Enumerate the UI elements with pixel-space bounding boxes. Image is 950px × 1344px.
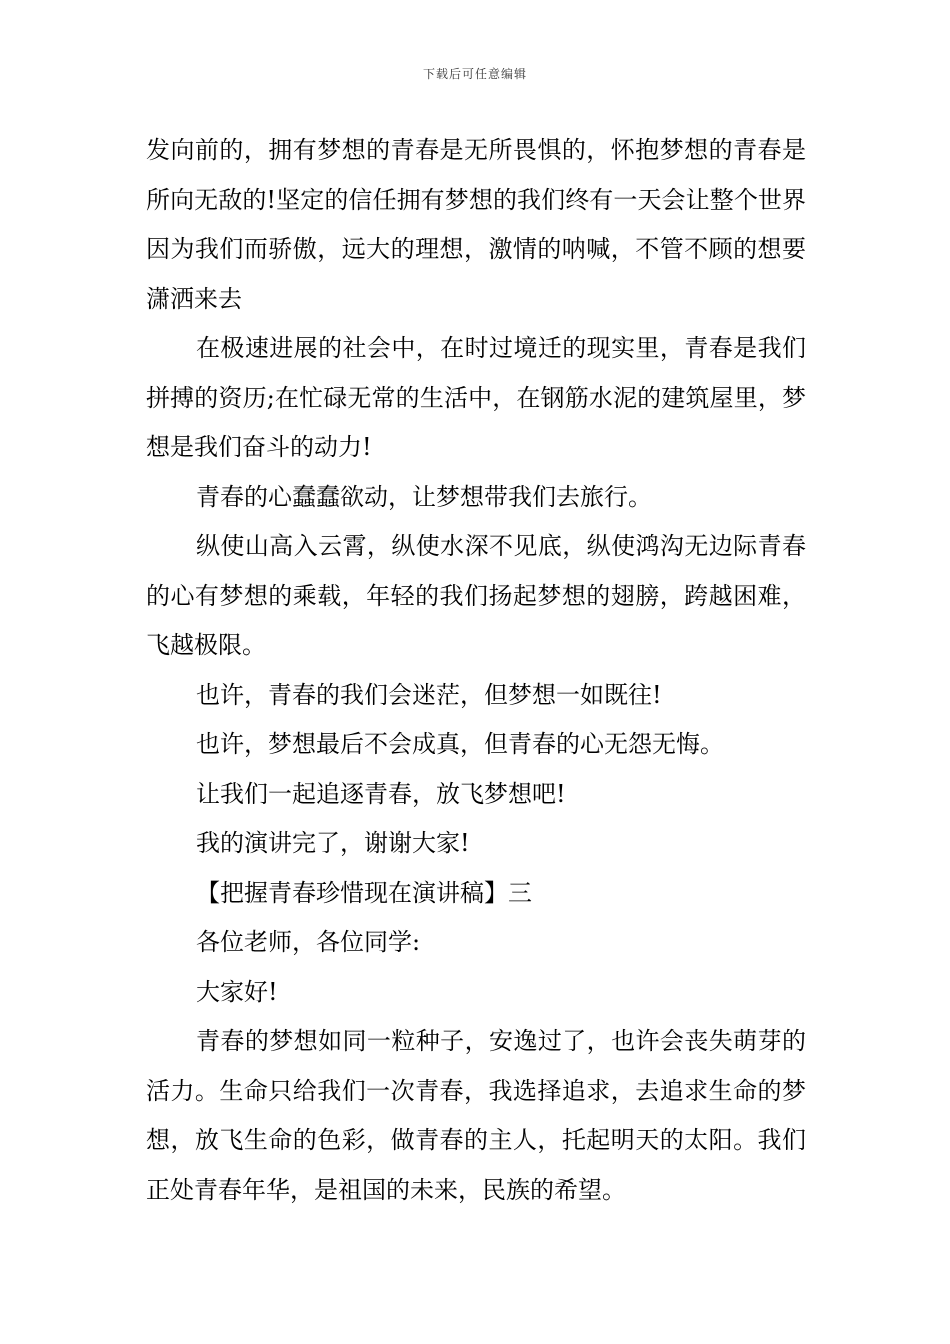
body-text xyxy=(146,126,806,1215)
header-note: 下载后可任意编辑 xyxy=(422,67,527,81)
paragraph-wings: 纵使山高入云霄，纵使水深不见底，纵使鸿沟无边际青春的心有梦想的乘载，年轻的我们扬起梦想的翅膀，跨越困难，飞越极限。 xyxy=(146,532,806,659)
paragraph-travel: 青春的心蠢蠢欲动，让梦想带我们去旅行。 xyxy=(196,482,652,511)
paragraph-maybe-unfulfilled: 也许，梦想最后不会成真，但青春的心无怨无悔。 xyxy=(196,730,724,758)
paragraph-continuation: 发向前的，拥有梦想的青春是无所畏惧的，怀抱梦想的青春是所向无敌的!坚定的信任拥有梦想的我们终有一天会让整个世界因为我们而骄傲，远大的理想，激情的呐喊，不管不顾的想要潇洒来去 xyxy=(146,136,806,313)
paragraph-greeting: 大家好! xyxy=(196,977,278,1006)
paragraph-social-progress: 在极速进展的社会中，在时过境迁的现实里，青春是我们拼搏的资历;在忙碌无常的生活中，在钢筋水泥的建筑屋里，梦想是我们奋斗的动力! xyxy=(146,334,806,461)
paragraph-maybe-confused: 也许，青春的我们会迷茫，但梦想一如既往! xyxy=(196,680,662,709)
paragraph-salutation: 各位老师，各位同学: xyxy=(196,928,421,956)
paragraph-seed: 青春的梦想如同一粒种子，安逸过了，也许会丧失萌芽的活力。生命只给我们一次青春，我选择追求，去追求生命的梦想，放飞生命的色彩，做青春的主人，托起明天的太阳。我们正处青春年华，是祖国的未来，民族的希望。 xyxy=(146,1027,806,1204)
section-heading: 【把握青春珍惜现在演讲稿】三 xyxy=(196,878,532,907)
paragraph-chase-youth: 让我们一起追逐青春，放飞梦想吧! xyxy=(196,779,566,808)
paragraph-thanks: 我的演讲完了，谢谢大家! xyxy=(196,829,470,857)
